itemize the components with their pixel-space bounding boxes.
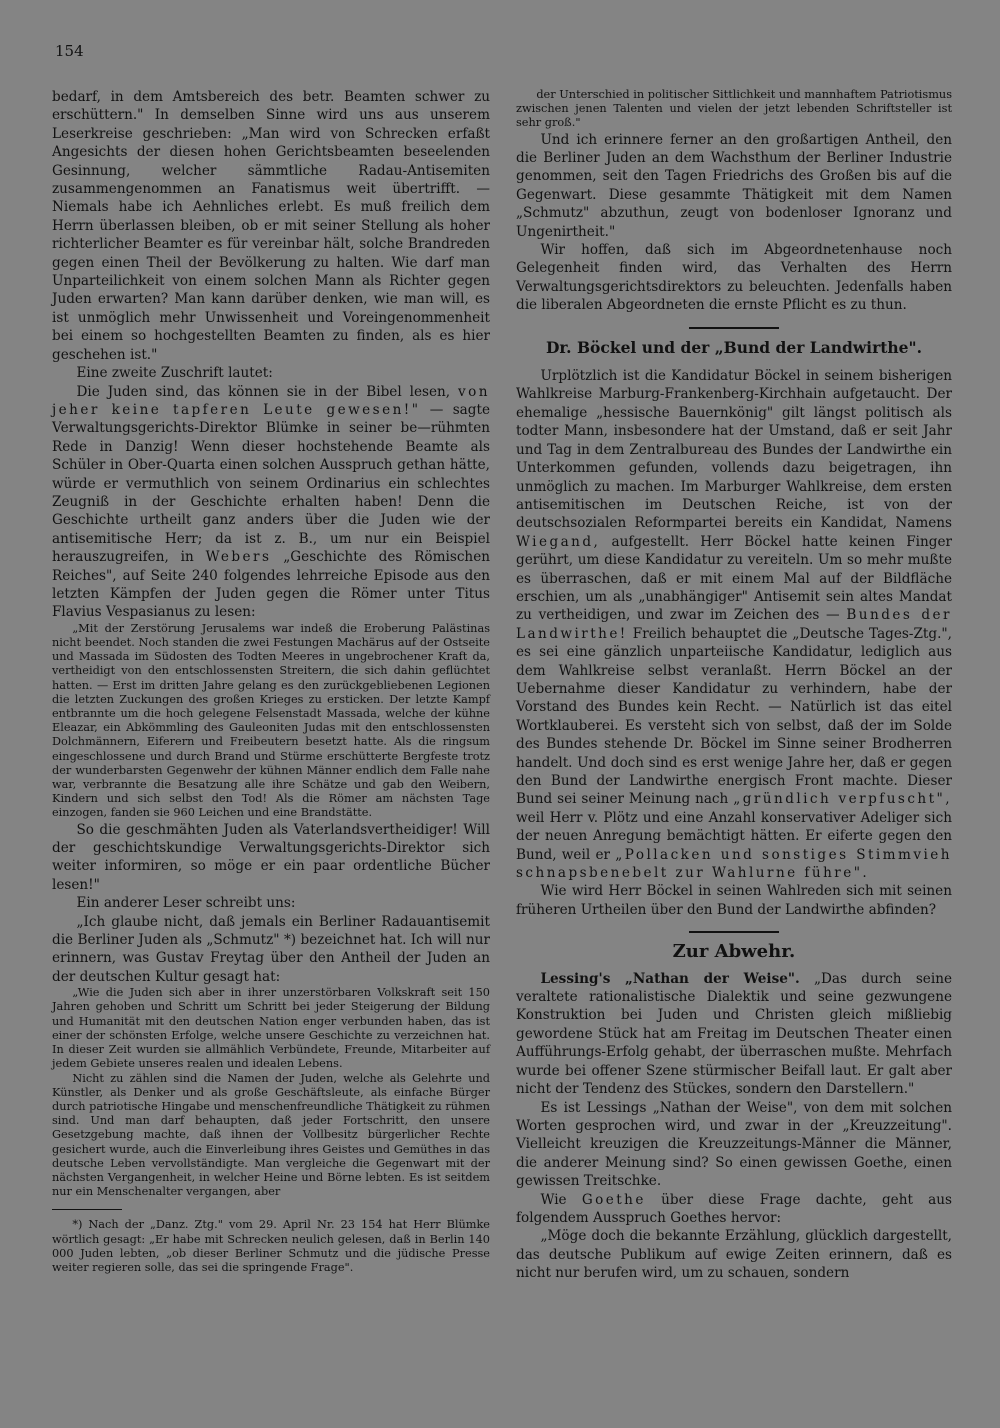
quote-block: [52, 986, 490, 1199]
page-number: 154: [55, 42, 84, 60]
paragraph: Eine zweite Zuschrift lautet:: [76, 365, 273, 382]
spaced-name: Webers: [205, 549, 272, 566]
paragraph: [516, 367, 952, 882]
paragraph: „Ich glaube nicht, daß jemals ein Berliner Radauantisemit die Berliner Juden als „Schmutz" *) bezeichnet hat. Ich will nur erinnern, was Gustav Freytag über den Antheil der Juden an der deutschen Kultur gesagt hat:: [52, 913, 490, 985]
paragraph: Wir hoffen, daß sich im Abgeordnetenhause noch Gelegenheit finden wird, das Verhalten des Herrn Verwaltungsgerichtsdirektors zu beleuchten. Jedenfalls haben die liberalen Abgeordneten die ernste Pflicht es zu thun.: [516, 242, 952, 314]
paragraph: bedarf, in dem Amtsbereich des betr. Beamten schwer zu erschüttern." In demselben Sinne wird uns aus unserem Leserkreise geschrieben: „Man wird von Schrecken erfaßt Angesichts der diesen hohen Gerichtsbeamten beseelenden Gesinnung, welcher sämmtliche Radau-Antisemiten zusammengenommen an Fanatismus weit übertrifft. — Niemals habe ich Aehnliches erlebt. Es muß freilich dem Herrn überlassen bleiben, ob er mit seiner Stellung als hoher richterlicher Beamter es für vereinbar hält, solche Brandreden gegen einen Theil der Bevölkerung zu halten. Wie darf man Unparteilichkeit von einem solchen Mann als Richter gegen Juden erwarten? Man kann darüber denken, wie man will, es ist unmöglich mehr Unwissenheit und Voreingenommenheit bei einem so hochgestellten Beamten zu finden, als es hier geschehen ist.": [52, 89, 490, 363]
section-divider: [689, 931, 779, 933]
spaced-quote: von jeher keine tapferen Leute gewesen!": [52, 383, 490, 418]
spaced-phrase: „gründlich verpfuscht",: [733, 791, 953, 808]
text-run: über diese Frage dachte, geht aus folgendem Ausspruch Goethes hervor:: [516, 1191, 952, 1226]
paragraph: Es ist Lessings „Nathan der Weise", von dem mit solchen Worten gesprochen wird, und zwar in der „Kreuzzeitung". Vielleicht kreuzigen die Kreuzzeitungs-Männer die Männer, die anderer Meinung sind? So einen gewissen Goethe, einen gewissen Treitschke.: [516, 1099, 952, 1190]
right-column: [516, 88, 952, 1283]
quote-paragraph: der Unterschied in politischer Sittlichkeit und mannhaftem Patriotismus zwischen jenen Talenten und vielen der jetzt lebenden Schriftsteller ist sehr groß.": [516, 88, 952, 130]
footnote-divider: [52, 1209, 122, 1210]
section-heading: Zur Abwehr.: [672, 941, 796, 963]
spaced-phrase: Bundes der Landwirthe!: [516, 607, 952, 642]
paragraph: Und ich erinnere ferner an den großartigen Antheil, den die Berliner Juden an dem Wachsthum der Berliner Industrie genommen, seit den Tagen Friedrichs des Großen bis auf die Gegenwart. Diese gesammte Thätigkeit mit dem Namen „Schmutz" abzuthun, zeugt von bodenloser Ignoranz und Ungenirtheit.": [516, 131, 952, 240]
spaced-phrase: „Pollacken und sonstiges Stimmvieh schnapsbenebelt zur Wahlurne führe".: [516, 846, 952, 882]
article-heading: Dr. Böckel und der „Bund der Landwirthe".: [545, 337, 923, 357]
text-run: Urplötzlich ist die Kandidatur Böckel in seinem bisherigen Wahlkreise Marburg-Frankenberg-Kirchhain aufgetaucht. Der ehemalige „hessische Bauernkönig" gilt längst politisch als todter Mann, insbesondere hat der Umstand, daß er seit Jahr und Tag in dem Zentralbureau des Bundes der Landwirthe ein Unterkommen gefunden, vollends dazu beigetragen, ihn unmöglich zu machen. Im Marburger Wahlkreise, dem ersten antisemitischen im Deutschen Reiche, ist von der deutschsozialen Reformpartei bereits ein Kandidat, Namens: [516, 368, 952, 532]
text-run: „Das durch seine veraltete rationalistische Dialektik und seine gezwungene Konstruktion bei Juden und Christen gleich mißliebig gewordene Stück hat am Freitag im Deutschen Theater einen Aufführungs-Erfolg gehabt, der überraschen mußte. Mehrfach wurde bei offener Szene stürmischer Beifall laut. Er galt aber nicht der Tendenz des Stückes, sondern den Darstellern.": [516, 970, 952, 1098]
text-run: — sagte Verwaltungsgerichts-Direktor Blümke in seiner be—rühmten Rede in Danzig! Wenn dieser hochstehende Beamte als Schüler in Ober-Quarta einen solchen Ausspruch gethan hätte, würde er vermuthlich von seinem Ordinarius ein schlechtes Zeugniß in der Geschichte erhalten haben! Denn die Geschichte urtheilt ganz anders über die Juden wie der antisemitische Herr; da ist z. B., um nur ein Beispiel herauszugreifen, in: [52, 401, 490, 566]
quote-block: [516, 88, 952, 131]
spaced-name: Wiegand,: [516, 533, 601, 550]
paragraph: [516, 970, 952, 1099]
paragraph: Wie wird Herr Böckel in seinen Wahlreden sich mit seinen früheren Urtheilen über den Bund der Landwirthe abfinden?: [516, 883, 952, 918]
spaced-name: Goethe: [581, 1191, 646, 1208]
paragraph: So die geschmähten Juden als Vaterlandsvertheidiger! Will der geschichtskundige Verwaltungsgerichts-Direktor sich weiter informiren, so möge er ein paar ordentliche Bücher lesen!": [52, 821, 490, 893]
paragraph: [516, 1191, 952, 1228]
sub-heading: Lessing's „Nathan der Weise".: [540, 970, 800, 987]
footnote-text: *) Nach der „Danz. Ztg." vom 29. April Nr. 23 154 hat Herr Blümke wörtlich gesagt: „Er habe mit Schrecken neulich gelesen, daß in Berlin 140 000 Juden lebten, „ob dieser Berliner Schmutz und die jüdische Presse weiter regieren solle, das sei die springende Frage".: [52, 1218, 490, 1274]
paragraph: Ein anderer Leser schreibt uns:: [76, 895, 296, 912]
quote-paragraph: Nicht zu zählen sind die Namen der Juden, welche als Gelehrte und Künstler, als Denker und als große Geschäftsleute, als einfache Bürger durch patriotische Hingabe und menschenfreundliche Thätigkeit zu rühmen sind. Und man darf behaupten, daß jeder Fortschritt, den unsere Gesetzgebung machte, daß ihnen der Vollbesitz bürgerlicher Rechte gesichert wurde, auch die Einverleibung ihres Geistes und Gemüthes in das deutsche Leben vervollständigte. Man vergleiche die Gegenwart mit der nächsten Vergangenheit, in welcher Heine und Börne lebten. Es ist seitdem nur ein Menschenalter vergangen, aber: [52, 1071, 490, 1199]
text-run: weil Herr v. Plötz und eine Anzahl konservativer Adeliger sich der neuen Anregung bemächtigt hätten. Er eiferte gegen den Bund, weil er: [516, 809, 952, 863]
text-run: Wie: [540, 1191, 567, 1208]
text-run: Freilich behauptet die „Deutsche Tages-Ztg.", es sei eine gänzlich unparteiische Kandidatur, lediglich aus dem Wahlkreise selbst veranlaßt. Herrn Böckel an der Uebernahme dieser Kandidatur zu verhindern, habe der Vorstand des Bundes kein Recht. — Natürlich ist das eitel Wortklauberei. Es versteht sich von selbst, daß der im Solde des Bundes stehende Dr. Böckel im Sinne seiner Brodherren handelt. Und doch sind es erst wenige Jahre her, daß er gegen den Bund der Landwirthe energisch Front machte. Dieser Bund sei seiner Meinung nach: [516, 625, 952, 808]
quote-block: [52, 622, 490, 821]
left-column: [52, 88, 490, 1275]
text-run: Die Juden sind, das können sie in der Bibel lesen,: [76, 383, 451, 400]
text-run: aufgestellt. Herr Böckel hatte keinen Finger gerührt, um diese Kandidatur zu vereiteln. Um so mehr mußte es überraschen, daß er mit einem Mal auf der Bildfläche erschien, um als „unabhängiger" Antisemit sein altes Mandat zu vertheidigen, und zwar im Zeichen des —: [516, 533, 952, 624]
section-divider: [689, 327, 779, 329]
text-run: „Geschichte des Römischen Reiches", auf Seite 240 folgendes lehrreiche Episode aus den letzten Kämpfen der Juden gegen die Römer unter Titus Flavius Vespasianus zu lesen:: [52, 549, 490, 621]
paragraph: „Möge doch die bekannte Erzählung, glücklich dargestellt, das deutsche Publikum auf ewige Zeiten erinnern, daß es nicht nur berufen wird, um zu schauen, sondern: [516, 1228, 952, 1282]
quote-paragraph: „Mit der Zerstörung Jerusalems war indeß die Eroberung Palästinas nicht beendet. Noch standen die zwei Festungen Machärus auf der Ostseite und Massada im Südosten des Todten Meeres in ungebrochener Kraft da, vertheidigt von den entschlossensten Streitern, die sich dahin geflüchtet hatten. — Erst im dritten Jahre gelang es den zurückgebliebenen Legionen die letzten Zuckungen des großen Krieges zu ersticken. Der letzte Kampf entbrannte um die hoch gelegene Felsenstadt Massada, welche der kühne Eleazar, ein Abkömmling des Gauleoniten Judas mit den entschlossensten Dolchmännern, Eiferern und Freibeutern besetzt hatte. Als die ringsum eingeschlossene und durch Brand und Stürme erschütterte Bergfeste trotz der wunderbarsten Gegenwehr der kühnen Männer endlich dem Falle nahe war, verbrannte die Besatzung alle ihre Schätze und gab den Weibern, Kindern und sich selbst den Tod! Als die Römer am nächsten Tage einzogen, fanden sie 960 Leichen und eine Brandstätte.: [52, 621, 490, 820]
paragraph: [52, 383, 490, 622]
quote-paragraph: „Wie die Juden sich aber in ihrer unzerstörbaren Volkskraft seit 150 Jahren gehoben und Schritt um Schritt bei jeder Steigerung der Bildung und Humanität mit den deutschen Nation enger verbunden haben, das ist einer der schönsten Erfolge, welche unsere Geschichte zu verzeichnen hat. In dieser Zeit wurden sie allmählich Verbündete, Freunde, Mitarbeiter auf jedem Gebiete unseres realen und idealen Lebens.: [52, 986, 490, 1071]
footnote: [52, 1218, 490, 1275]
